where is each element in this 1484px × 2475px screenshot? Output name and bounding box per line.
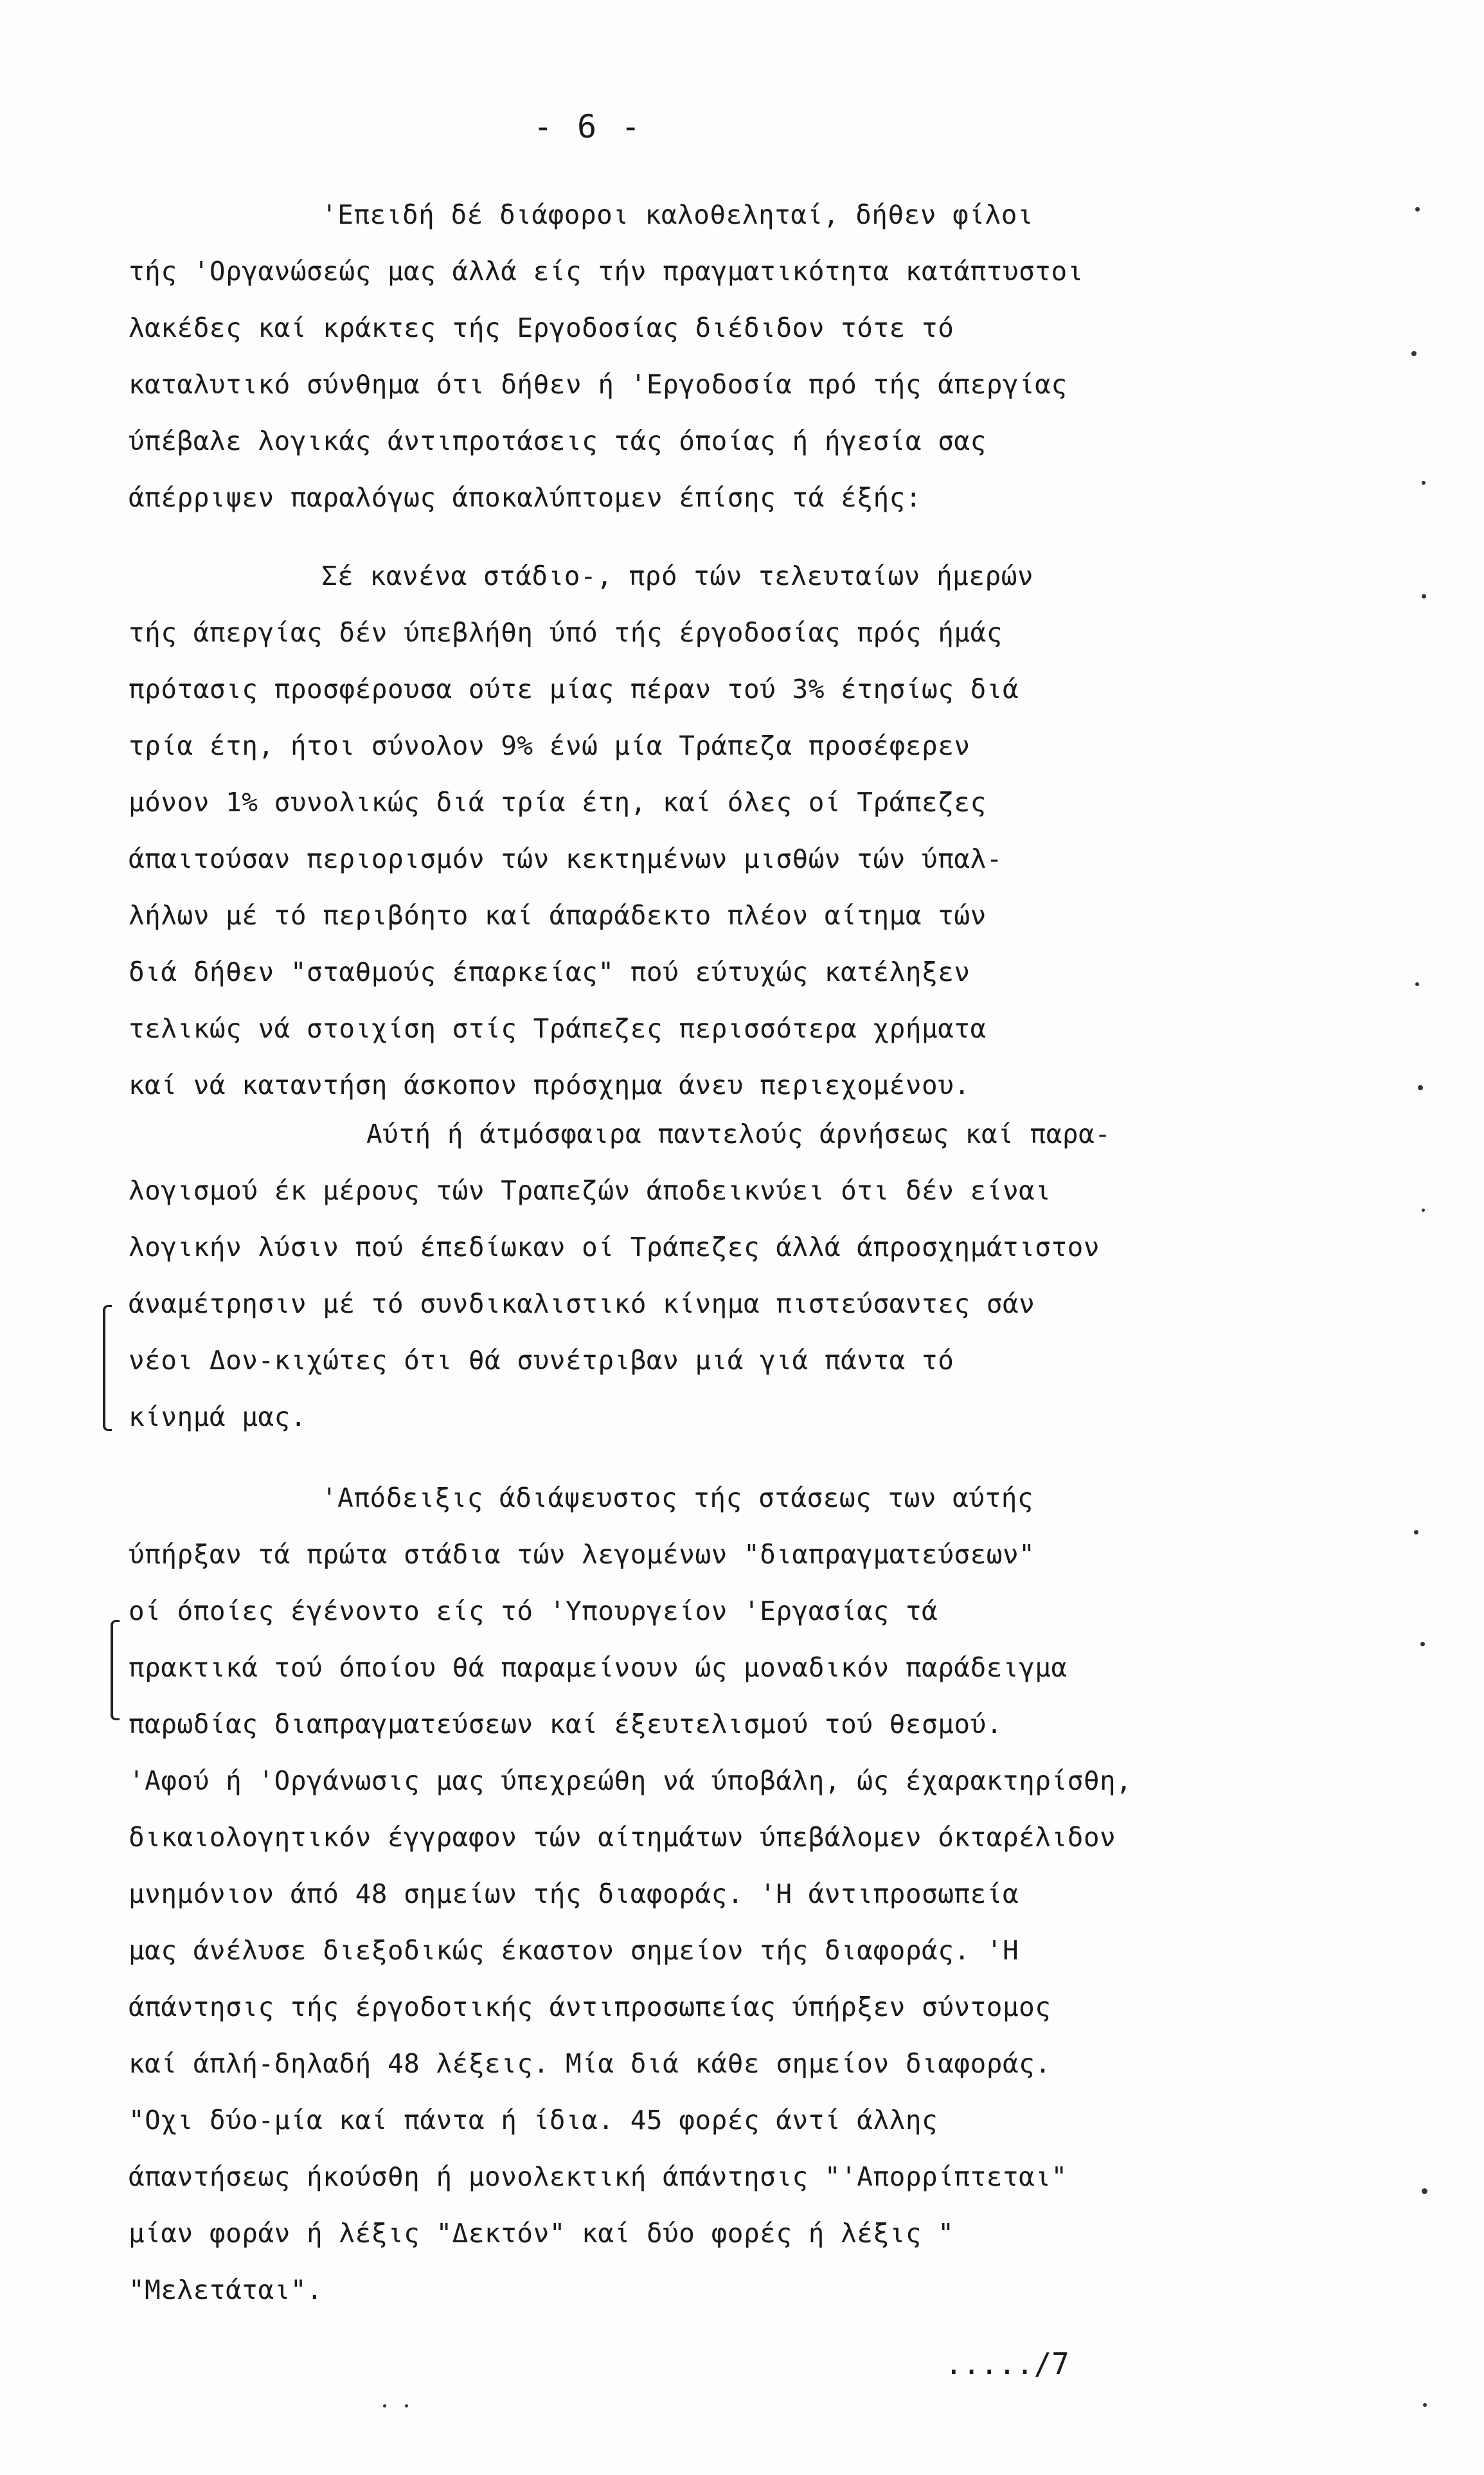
continuation-marker: ...../7 (945, 2346, 1069, 2381)
margin-speck (383, 2404, 386, 2408)
text-line: τελικώς νά στοιχίση στίς Τράπεζες περισσότερα χρήματα (129, 1013, 987, 1044)
margin-bracket (103, 1305, 112, 1431)
text-line: λακέδες καί κράκτες τής Εργοδοσίας διέδιδον τότε τό (129, 312, 954, 343)
text-line: οί όποίες έγένοντο είς τό 'Υπουργείον 'Εργασίας τά (129, 1596, 938, 1626)
text-line: μας άνέλυσε διεξοδικώς έκαστον σημείον τής διαφοράς. 'Η (129, 1935, 1019, 1966)
text-line: "Μελετάται". (129, 2274, 323, 2305)
text-line: τρία έτη, ήτοι σύνολον 9% ένώ μία Τράπεζα προσέφερεν (129, 730, 970, 761)
margin-speck (1414, 1530, 1418, 1534)
margin-speck (1411, 351, 1417, 356)
text-line: άναμέτρησιν μέ τό συνδικαλιστικό κίνημα πιστεύσαντες σάν (129, 1288, 1035, 1319)
text-line: άπέρριψεν παραλόγως άποκαλύπτομεν έπίσης τά έξής: (129, 482, 922, 513)
margin-speck (405, 2404, 408, 2408)
margin-speck (1415, 982, 1419, 986)
text-line: 'Απόδειξις άδιάψευστος τής στάσεως των αύτής (321, 1482, 1034, 1513)
margin-speck (1420, 1642, 1425, 1646)
text-line: λογικήν λύσιν πού έπεδίωκαν οί Τράπεζες άλλά άπροσχημάτιστον (129, 1232, 1100, 1263)
text-line: μόνον 1% συνολικώς διά τρία έτη, καί όλες οί Τράπεζες (129, 787, 987, 818)
margin-bracket (111, 1620, 120, 1720)
text-line: άπάντησις τής έργοδοτικής άντιπροσωπείας ύπήρξεν σύντομος (129, 1992, 1051, 2022)
margin-speck (1422, 2188, 1427, 2194)
text-line: καί άπλή-δηλαδή 48 λέξεις. Μία διά κάθε σημείον διαφοράς. (129, 2048, 1051, 2079)
text-line: πρακτικά τού όποίου θά παραμείνουν ώς μοναδικόν παράδειγμα (129, 1652, 1068, 1683)
margin-speck (1422, 594, 1426, 598)
text-line: καί νά καταντήση άσκοπον πρόσχημα άνευ περιεχομένου. (129, 1070, 970, 1101)
text-line: 'Αφού ή 'Οργάνωσις μας ύπεχρεώθη νά ύποβάλη, ώς έχαρακτηρίσθη, (129, 1765, 1132, 1796)
text-line: "Οχι δύο-μία καί πάντα ή ίδια. 45 φορές άντί άλλης (129, 2105, 938, 2136)
margin-speck (1423, 2403, 1427, 2407)
margin-speck (1415, 207, 1420, 212)
page-number: - 6 - (533, 108, 643, 145)
text-line: δικαιολογητικόν έγγραφον τών αίτημάτων ύπεβάλομεν όκταρέλιδον (129, 1822, 1116, 1853)
text-line: άπαιτούσαν περιορισμόν τών κεκτημένων μισθών τών ύπαλ- (129, 843, 1003, 874)
text-line: άπαντήσεως ήκούσθη ή μονολεκτική άπάντησις "'Απορρίπτεται" (129, 2161, 1068, 2192)
margin-speck (1418, 1085, 1423, 1090)
text-line: πρότασις προσφέρουσα ούτε μίας πέραν τού 3% έτησίως διά (129, 674, 1019, 705)
margin-speck (1422, 481, 1426, 485)
text-line: ύπήρξαν τά πρώτα στάδια τών λεγομένων "διαπραγματεύσεων" (129, 1539, 1035, 1570)
text-line: Σέ κανένα στάδιο-, πρό τών τελευταίων ήμερών (321, 561, 1034, 591)
text-line: παρωδίας διαπραγματεύσεων καί έξευτελισμού τού θεσμού. (129, 1709, 1003, 1740)
text-line: τής άπεργίας δέν ύπεβλήθη ύπό τής έργοδοσίας πρός ήμάς (129, 617, 1003, 648)
text-line: λήλων μέ τό περιβόητο καί άπαράδεκτο πλέον αίτημα τών (129, 900, 987, 931)
text-line: 'Επειδή δέ διάφοροι καλοθεληταί, δήθεν φίλοι (321, 199, 1034, 230)
text-line: ύπέβαλε λογικάς άντιπροτάσεις τάς όποίας ή ήγεσία σας (129, 426, 987, 456)
text-line: λογισμού έκ μέρους τών Τραπεζών άποδεικνύει ότι δέν είναι (129, 1175, 1051, 1206)
text-line: διά δήθεν "σταθμούς έπαρκείας" πού εύτυχώς κατέληξεν (129, 957, 970, 987)
text-line: καταλυτικό σύνθημα ότι δήθεν ή 'Εργοδοσία πρό τής άπεργίας (129, 369, 1068, 400)
margin-speck (1422, 1209, 1425, 1212)
text-line: νέοι Δον-κιχώτες ότι θά συνέτριβαν μιά γιά πάντα τό (129, 1345, 954, 1376)
text-line: τής 'Οργανώσεώς μας άλλά είς τήν πραγματικότητα κατάπτυστοι (129, 256, 1084, 287)
text-line: Αύτή ή άτμόσφαιρα παντελούς άρνήσεως καί παρα- (366, 1119, 1111, 1149)
text-line: μίαν φοράν ή λέξις "Δεκτόν" καί δύο φορές ή λέξις " (129, 2218, 954, 2249)
text-line: κίνημά μας. (129, 1401, 307, 1432)
text-line: μνημόνιον άπό 48 σημείων τής διαφοράς. 'Η άντιπροσωπεία (129, 1878, 1019, 1909)
